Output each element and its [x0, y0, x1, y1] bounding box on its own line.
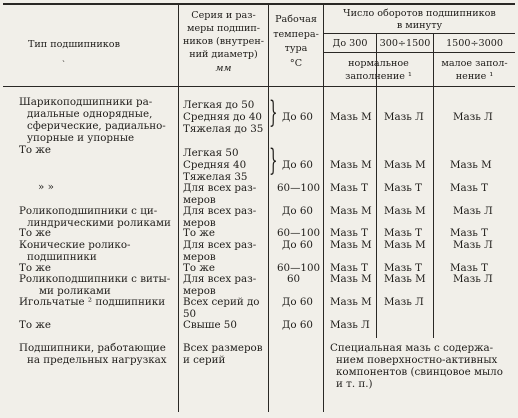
series-line: Всех серий до — [183, 296, 260, 308]
bearing-type-line: Роликоподшипники с ци- — [19, 205, 158, 217]
bearing-type-line: диальные однорядные, — [27, 108, 153, 120]
temperature-cell: До 60 — [282, 296, 313, 308]
series-line: Для всех раз- — [183, 205, 257, 217]
temperature-cell: 60—100 — [277, 227, 321, 239]
temperature-cell: До 60 — [282, 111, 313, 123]
grease-cell: Мазь Т — [384, 227, 423, 239]
header-temp-unit: °С — [289, 58, 303, 69]
bearing-type-line: линдрическими роликами — [27, 217, 171, 229]
grease-cell: Мазь Л — [384, 111, 424, 123]
series-line: То же — [183, 227, 215, 239]
header-series-line: ний диаметр) — [189, 49, 258, 60]
bearing-type-line: подшипники — [27, 251, 97, 263]
bearing-type-line: Шарикоподшипники ра- — [19, 96, 153, 108]
bearing-type-line: сферические, радиально- — [27, 120, 166, 132]
header-temp-line: темпера- — [273, 29, 319, 40]
grease-cell: Мазь М — [330, 273, 372, 285]
temperature-cell: До 60 — [282, 319, 313, 331]
series-line: Для всех раз- — [183, 182, 257, 194]
grease-cell: Мазь Т — [330, 227, 369, 239]
brace-mark: } — [269, 143, 278, 178]
series-line: 50 — [183, 308, 197, 320]
table-top-rule — [3, 3, 515, 5]
series-line: меров — [183, 251, 216, 263]
series-line: То же — [183, 262, 215, 274]
special-grease-note: и т. п.) — [336, 378, 373, 390]
grease-cell: Мазь М — [330, 239, 372, 251]
series-line: Средняя 40 — [183, 159, 247, 171]
grease-cell: Мазь Л — [453, 273, 493, 285]
grease-cell: Мазь Л — [384, 296, 424, 308]
bearing-type-line: Роликоподшипники с виты- — [19, 273, 171, 285]
header-rpm-line: Число оборотов подшипников — [343, 8, 496, 19]
rpm-subheader-rule — [323, 52, 515, 53]
bearing-type-line: на предельных нагрузках — [27, 354, 167, 366]
header-small-fill: нение ¹ — [455, 71, 494, 82]
grease-cell: Мазь М — [384, 159, 426, 171]
header-rpm-range: 1500÷3000 — [446, 38, 503, 49]
series-line: и серий — [183, 354, 226, 366]
special-grease-note: Специальная мазь с содержа- — [330, 342, 494, 354]
header-rpm-line: в минуту — [396, 20, 443, 31]
bearing-type-line: То же — [19, 319, 51, 331]
bearing-type-line: упорные и упорные — [27, 132, 135, 144]
series-line: Тяжелая 35 — [183, 171, 248, 183]
bearing-type-line: Конические ролико- — [19, 239, 131, 251]
temperature-cell: 60 — [287, 273, 301, 285]
grease-cell: Мазь Л — [453, 111, 493, 123]
grease-cell: Мазь М — [384, 273, 426, 285]
temperature-cell: До 60 — [282, 239, 313, 251]
special-grease-note: компонентов (свинцовое мыло — [336, 366, 503, 378]
temperature-cell: 60—100 — [277, 262, 321, 274]
header-normal-fill: нормальное — [348, 58, 409, 69]
header-temp-line: тура — [284, 43, 308, 54]
grease-cell: Мазь М — [384, 239, 426, 251]
header-bottom-rule — [3, 86, 515, 87]
series-line: Для всех раз- — [183, 239, 257, 251]
grease-cell: Мазь М — [330, 111, 372, 123]
grease-cell: Мазь М — [330, 296, 372, 308]
series-line: меров — [183, 285, 216, 297]
header-mark: ˏ — [62, 53, 65, 63]
grease-cell: Мазь Т — [384, 262, 423, 274]
temperature-cell: 60—100 — [277, 182, 321, 194]
bearing-type-line: То же — [19, 227, 51, 239]
series-line: Свыше 50 — [183, 319, 237, 331]
grease-cell: Мазь Т — [330, 262, 369, 274]
bearing-type-line: ми роликами — [39, 285, 111, 297]
grease-cell: Мазь Л — [453, 239, 493, 251]
series-line: Всех размеров — [183, 342, 263, 354]
series-line: Для всех раз- — [183, 273, 257, 285]
grease-cell: Мазь М — [450, 159, 492, 171]
series-line: Тяжелая до 35 — [183, 123, 264, 135]
bearing-type-line: » » — [38, 181, 54, 193]
brace-mark: } — [269, 95, 278, 130]
header-series-line: меры подшип- — [187, 23, 260, 34]
series-line: меров — [183, 194, 216, 206]
rpm-header-rule — [323, 33, 515, 34]
header-series-unit: мм — [215, 63, 232, 74]
special-grease-note: нием поверхностно-активных — [336, 354, 498, 366]
series-line: меров — [183, 217, 216, 229]
grease-cell: Мазь М — [330, 159, 372, 171]
header-series-line: ников (внутрен- — [183, 36, 264, 47]
temperature-cell: До 60 — [282, 159, 313, 171]
header-bearing-type: Тип подшипников — [28, 39, 120, 50]
grease-cell: Мазь М — [384, 205, 426, 217]
bearing-type-line: То же — [19, 262, 51, 274]
grease-cell: Мазь Т — [450, 182, 489, 194]
series-line: Средняя до 40 — [183, 111, 262, 123]
grease-cell: Мазь Л — [330, 319, 370, 331]
temperature-cell: До 60 — [282, 205, 313, 217]
grease-cell: Мазь М — [330, 205, 372, 217]
grease-cell: Мазь Т — [450, 262, 489, 274]
header-temp-line: Рабочая — [275, 14, 317, 25]
series-line: Легкая до 50 — [183, 99, 255, 111]
header-rpm-range: До 300 — [332, 38, 368, 49]
grease-cell: Мазь Л — [453, 205, 493, 217]
grease-cell: Мазь Т — [330, 182, 369, 194]
bearing-type-line: Игольчатые ² подшипники — [19, 296, 166, 308]
bearing-type-line: То же — [19, 144, 51, 156]
series-line: Легкая 50 — [183, 147, 239, 159]
header-small-fill: малое запол- — [441, 58, 508, 69]
bearing-type-line: Подшипники, работающие — [19, 342, 166, 354]
grease-cell: Мазь Т — [384, 182, 423, 194]
grease-cell: Мазь Т — [450, 227, 489, 239]
header-series-line: Серия и раз- — [191, 10, 256, 21]
header-normal-fill: заполнение ¹ — [345, 71, 412, 82]
header-rpm-range: 300÷1500 — [379, 38, 431, 49]
